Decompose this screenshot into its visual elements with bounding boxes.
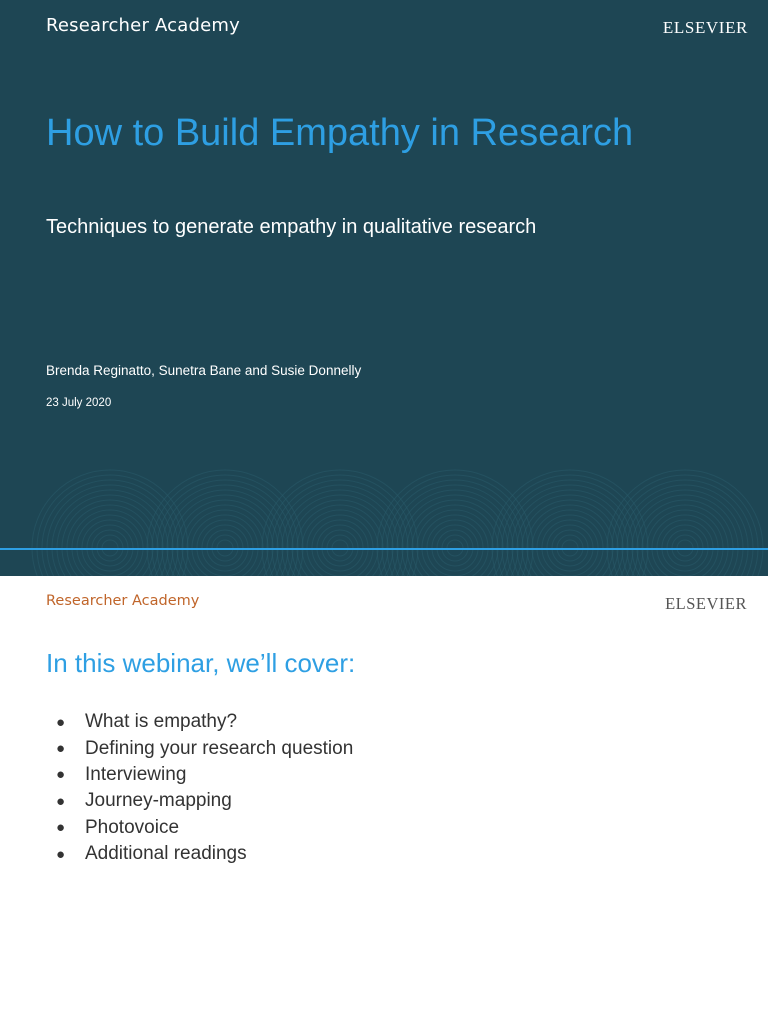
- bullet-icon: ●: [56, 713, 66, 731]
- list-item-label: Interviewing: [85, 763, 187, 785]
- bullet-icon: ●: [56, 819, 66, 837]
- agenda-list: [56, 709, 353, 867]
- researcher-academy-logo: Researcher Academy: [46, 15, 240, 36]
- researcher-academy-logo: Researcher Academy: [46, 593, 200, 609]
- list-item-label: Journey-mapping: [85, 790, 232, 812]
- agenda-heading: In this webinar, we’ll cover:: [46, 648, 356, 678]
- bullet-icon: ●: [56, 766, 66, 784]
- slide-subtitle: Techniques to generate empathy in qualitative research: [46, 216, 537, 238]
- list-item: [56, 709, 353, 735]
- elsevier-logo: ELSEVIER: [662, 18, 748, 37]
- divider-line: [0, 548, 768, 550]
- bullet-icon: ●: [56, 845, 66, 863]
- list-item: [56, 735, 353, 761]
- authors: Brenda Reginatto, Sunetra Bane and Susie Donnelly: [46, 363, 362, 378]
- list-item: [56, 815, 353, 841]
- bullet-icon: ●: [56, 792, 66, 810]
- bullet-icon: ●: [56, 740, 66, 758]
- list-item: [56, 788, 353, 814]
- list-item: [56, 762, 353, 788]
- agenda-slide: [0, 576, 768, 1024]
- list-item: [56, 841, 353, 867]
- list-item-label: Additional readings: [85, 843, 247, 865]
- slide-title: How to Build Empathy in Research: [46, 112, 634, 154]
- list-item-label: What is empathy?: [85, 711, 238, 733]
- concentric-circles-pattern: [0, 420, 768, 576]
- list-item-label: Defining your research question: [85, 737, 354, 759]
- presentation-date: 23 July 2020: [46, 397, 112, 409]
- elsevier-logo: ELSEVIER: [665, 594, 747, 613]
- list-item-label: Photovoice: [85, 816, 180, 838]
